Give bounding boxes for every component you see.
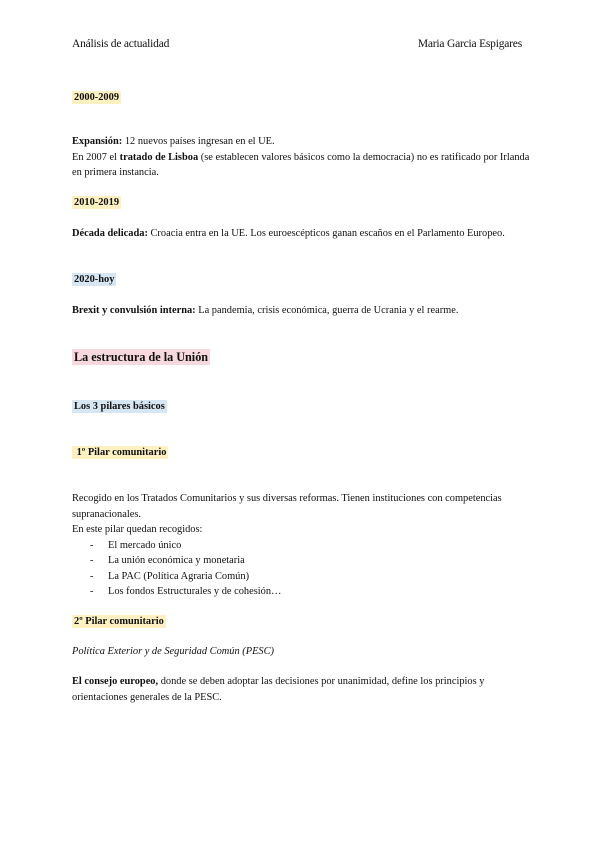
heading-2000-2009 [72,90,532,106]
expansion-line [72,134,532,150]
lisboa-post: (se establecen valores básicos como la democracia) no es ratificado por Irlanda en primera instancia. [72,151,530,178]
heading-2010-2019-text: 2010-2019 [74,197,120,208]
paragraph-consejo [72,674,532,705]
heading-pilar-2 [72,614,532,630]
pilar-1-list [72,538,532,600]
pilar-1-body [72,491,532,600]
paragraph-decada [72,226,532,242]
list-item: - El mercado único [90,538,532,554]
pilar-1-intro: En este pilar quedan recogidos: [72,524,203,535]
brexit-label: Brexit y convulsión interna: [72,305,196,316]
heading-2020-hoy [72,272,532,288]
lisboa-bold: tratado de Lisboa [119,151,199,163]
lisboa-line [72,150,532,181]
pilar-1-paragraph: Recogido en los Tratados Comunitarios y sus diversas reformas. Tienen instituciones con competencias supranacionales. [72,493,502,520]
consejo-text: donde se deben adoptar las decisiones por unanimidad, define los principios y orientaciones generales de la PESC. [72,676,485,703]
header-left: Análisis de actualidad [72,38,170,50]
pilar-1-heading: 1º Pilar comunitario [74,447,167,458]
brexit-text: La pandemia, crisis económica, guerra de Ucrania y el rearme. [195,305,459,316]
list-item: - La unión económica y monetaria [90,553,532,569]
expansion-label: Expansión: [72,136,123,147]
list-item: - La PAC (Política Agraria Común) [90,569,532,585]
pilares-subtitle: Los 3 pilares básicos [74,401,165,412]
estructura-title: La estructura de la Unión [74,350,209,364]
expansion-text: 12 nuevos países ingresan en el UE. [122,136,275,147]
pilar-2-heading: 2º Pilar comunitario [74,616,164,627]
heading-2000-2009-text: 2000-2009 [74,92,120,103]
heading-pilar-1 [72,445,532,461]
heading-2010-2019 [72,195,532,211]
subheading-pilares [72,399,532,415]
paragraph-expansion [72,134,532,181]
header-right: Maria Garcia Espigares [417,38,522,50]
heading-2020-hoy-text: 2020-hoy [74,274,115,285]
decada-text: Croacia entra en la UE. Los euroescépticos ganan escaños en el Parlamento Europeo. [147,228,505,239]
pilar-2-subtitle: Política Exterior y de Seguridad Común (PESC) [72,646,275,657]
consejo-label: El consejo europeo, [72,676,159,687]
section-title-estructura [72,350,532,367]
decada-label: Década delicada: [72,228,148,239]
paragraph-brexit [72,303,532,319]
lisboa-pre: En 2007 el [72,151,120,163]
list-item: - Los fondos Estructurales y de cohesión… [90,584,532,600]
